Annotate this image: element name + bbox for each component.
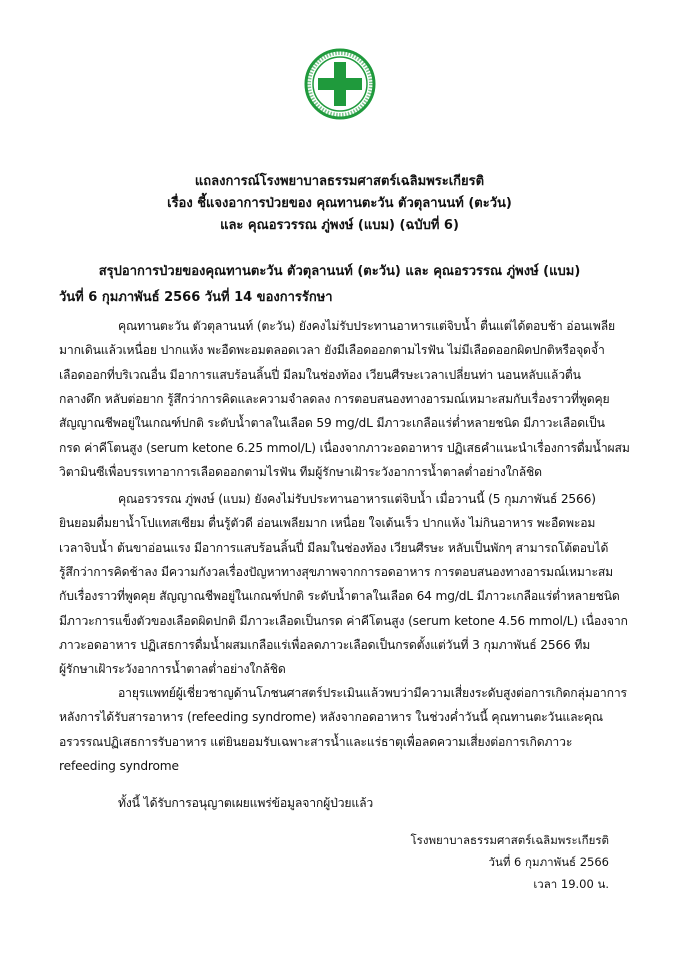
paragraph3-line: อรวรรณปฏิเสธการรับอาหาร แต่ยินยอมรับเฉพาะสารน้ำและแร่ธาตุเพื่อลดความเสี่ยงต่อการเกิดภาวะ — [59, 734, 573, 749]
paragraph2-line: รู้สึกว่าการคิดช้าลง มีความกังวลเรื่องปัญหาทางสุขภาพจากการอดอาหาร การตอบสนองทางอารมณ์เหมาะสม — [59, 564, 614, 579]
paragraph1-line: เลือดออกที่บริเวณอื่น มีอาการแสบร้อนลิ้นปี่ มีลมในช่องท้อง เวียนศีรษะเวลาเปลี่ยนท่า นอนหลับแล้วตื่น — [59, 367, 581, 382]
paragraph1-line: กรด ค่าคีโตนสูง (serum ketone 6.25 mmol/L) เนื่องจากภาวะอดอาหาร ปฏิเสธคำแนะนำเรื่องการดื่มน้ำผสม — [59, 440, 630, 455]
paragraph3-line: หลังการได้รับสารอาหาร (refeeding syndrome) หลังจากอดอาหาร ในช่วงค่ำวันนี้ คุณทานตะวันและคุณ — [59, 710, 603, 725]
signature-date: วันที่ 6 กุมภาพันธ์ 2566 — [488, 855, 609, 869]
paragraph1-line: สัญญาณชีพอยู่ในเกณฑ์ปกติ ระดับน้ำตาลในเลือด 59 mg/dL มีภาวะเกลือแร่ต่ำหลายชนิด มีภาวะเลือดเป็น — [59, 416, 605, 431]
paragraph2-line: มีภาวะการแข็งตัวของเลือดผิดปกติ มีภาวะเลือดเป็นกรด ค่าคีโตนสูง (serum ketone 4.56 mmol/L) เนื่องจาก — [59, 613, 628, 628]
paragraph2-line: กับเรื่องราวที่พูดคุย สัญญาณชีพอยู่ในเกณฑ์ปกติ ระดับน้ำตาลในเลือด 64 mg/dL มีภาวะเกลือแร่ต่ำหลายชนิด — [59, 589, 620, 604]
paragraph2-line: ภาวะอดอาหาร ปฏิเสธการดื่มน้ำผสมเกลือแร่เพื่อลดภาวะเลือดเป็นกรดตั้งแต่วันที่ 3 กุมภาพันธ์ 2566 ทีม — [59, 637, 591, 652]
title-line-1: แถลงการณ์โรงพยาบาลธรรมศาสตร์เฉลิมพระเกียรติ — [194, 174, 485, 189]
paragraph2-line: ยินยอมดื่มยาน้ำโปแทสเซียม ตื่นรู้ตัวดี อ่อนเพลียมาก เหนื่อย ใจเต้นเร็ว ปากแห้ง ไม่กินอาหาร พะอืดพะอม — [59, 516, 596, 531]
paragraph2-line: เวลาจิบน้ำ ต้นขาอ่อนแรง มีอาการแสบร้อนลิ้นปี่ มีลมในช่องท้อง เวียนศีรษะ หลับเป็นพักๆ สามารถโต้ตอบได้ — [59, 540, 609, 555]
hospital-logo-icon — [304, 48, 376, 120]
paragraph3-line: refeeding syndrome — [59, 758, 179, 773]
summary-title: สรุปอาการป่วยของคุณทานตะวัน ตัวตุลานนท์ (ตะวัน) และ คุณอรวรรณ ภู่พงษ์ (แบม) — [98, 264, 581, 279]
title-line-3: และ คุณอรวรรณ ภู่พงษ์ (แบม) (ฉบับที่ 6) — [220, 218, 459, 233]
paragraph2-line: คุณอรวรรณ ภู่พงษ์ (แบม) ยังคงไม่รับประทานอาหารแต่จิบน้ำ เมื่อวานนี้ (5 กุมภาพันธ์ 2566) — [118, 492, 596, 506]
date-line: วันที่ 6 กุมภาพันธ์ 2566 วันที่ 14 ของการรักษา — [59, 290, 333, 305]
paragraph2-line: ผู้รักษาเฝ้าระวังอาการน้ำตาลต่ำอย่างใกล้ชิด — [59, 662, 286, 677]
signature-time: เวลา 19.00 น. — [533, 877, 609, 891]
paragraph1-line: วิตามินซีเพื่อบรรเทาอาการเลือดออกตามไรฟัน ทีมผู้รักษาเฝ้าระวังอาการน้ำตาลต่ำอย่างใกล้ชิด — [59, 464, 542, 479]
signature-organization: โรงพยาบาลธรรมศาสตร์เฉลิมพระเกียรติ — [410, 833, 609, 847]
paragraph1-line: กลางดึก หลับต่อยาก รู้สึกว่าการคิดและความจำลดลง การตอบสนองทางอารมณ์เหมาะสมกับเรื่องราวที่พูดคุย — [59, 391, 610, 406]
paragraph3-line: อายุรแพทย์ผู้เชี่ยวชาญด้านโภชนศาสตร์ประเมินแล้วพบว่ามีความเสี่ยงระดับสูงต่อการเกิดกลุ่มอาการ — [118, 686, 627, 700]
paragraph1-line: มากเดินแล้วเหนื่อย ปากแห้ง พะอืดพะอมตลอดเวลา ยังมีเลือดออกตามไรฟัน ไม่มีเลือดออกผิดปกติหรือจุดจ้ำ — [59, 343, 605, 358]
consent-note: ทั้งนี้ ได้รับการอนุญาตเผยแพร่ข้อมูลจากผู้ป่วยแล้ว — [118, 796, 374, 810]
paragraph1-line: คุณทานตะวัน ตัวตุลานนท์ (ตะวัน) ยังคงไม่รับประทานอาหารแต่จิบน้ำ ตื่นแต่ได้ตอบช้า อ่อนเพลีย — [118, 319, 616, 333]
title-line-2: เรื่อง ชี้แจงอาการป่วยของ คุณทานตะวัน ตัวตุลานนท์ (ตะวัน) — [167, 196, 512, 211]
